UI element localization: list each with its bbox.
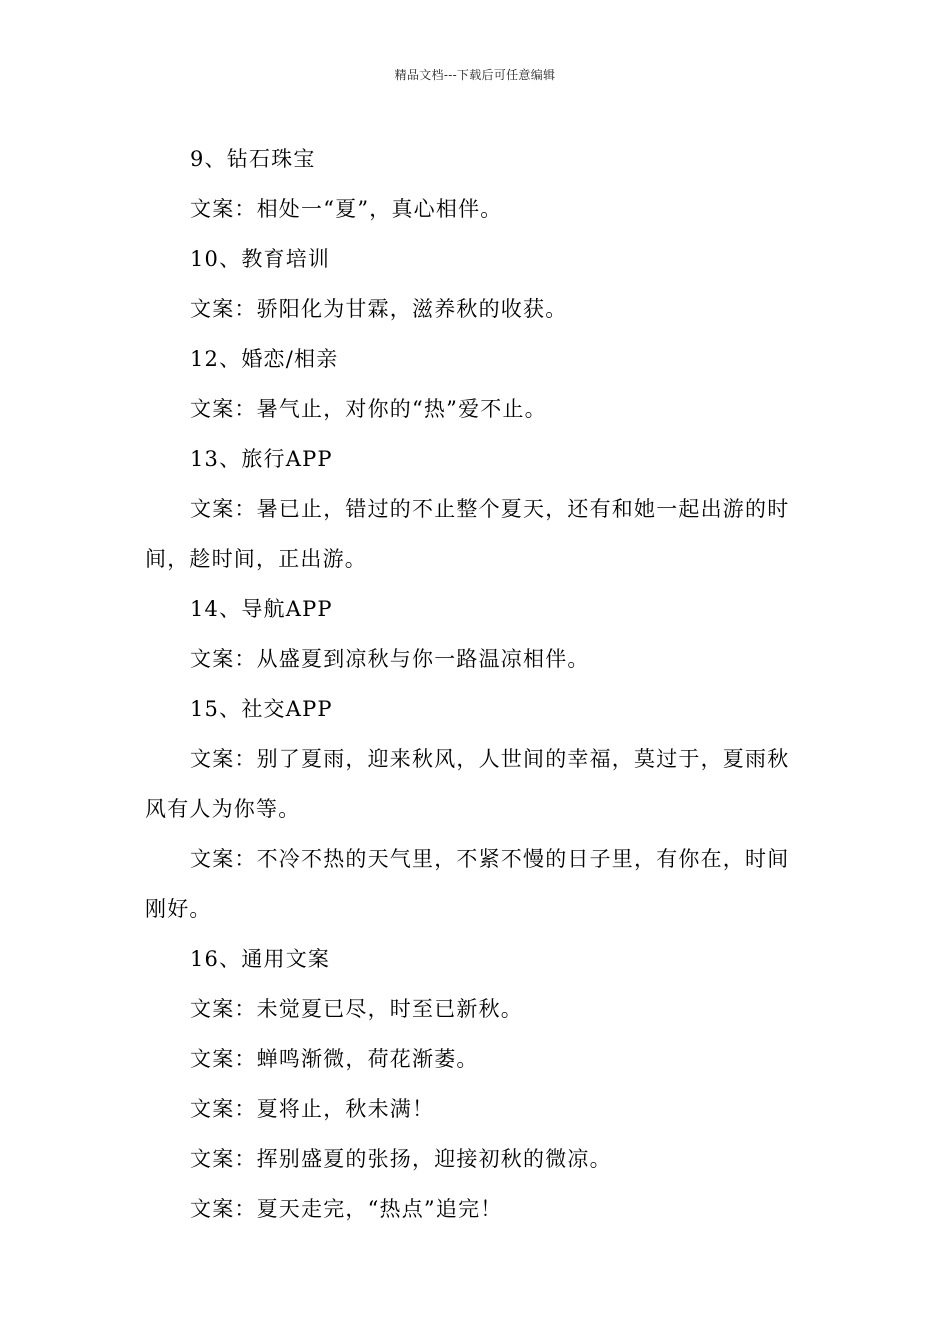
copy-text: 文案：不冷不热的天气里，不紧不慢的日子里，有你在，时间刚好。 [145, 847, 790, 921]
copy-text: 文案：夏将止，秋未满！ [190, 1097, 435, 1121]
section-heading: 9、钻石珠宝 [190, 147, 316, 171]
copy-text: 文案：暑已止，错过的不止整个夏天，还有和她一起出游的时间，趁时间，正出游。 [145, 497, 790, 571]
section-heading: 16、通用文案 [190, 947, 331, 971]
copy-text: 文案：未觉夏已尽，时至已新秋。 [190, 997, 523, 1021]
copy-text: 文案：暑气止，对你的“热”爱不止。 [190, 397, 547, 421]
page-header: 精品文档---下载后可任意编辑 [394, 68, 556, 82]
copy-text: 文案：骄阳化为甘霖，滋养秋的收获。 [190, 297, 568, 321]
section-heading: 14、导航APP [190, 597, 333, 621]
document-body [145, 134, 809, 1234]
section-heading: 13、旅行APP [190, 447, 333, 471]
section-heading: 15、社交APP [190, 697, 333, 721]
copy-text: 文案：挥别盛夏的张扬，迎接初秋的微凉。 [190, 1147, 612, 1171]
copy-text: 文案：蝉鸣渐微，荷花渐萎。 [190, 1047, 479, 1071]
copy-text: 文案：从盛夏到凉秋与你一路温凉相伴。 [190, 647, 590, 671]
section-heading: 10、教育培训 [190, 247, 331, 271]
copy-text: 文案：夏天走完，“热点”追完！ [190, 1197, 503, 1221]
copy-text: 文案：别了夏雨，迎来秋风，人世间的幸福，莫过于，夏雨秋风有人为你等。 [145, 747, 790, 821]
copy-text: 文案：相处一“夏”，真心相伴。 [190, 197, 503, 221]
section-heading: 12、婚恋/相亲 [190, 347, 339, 371]
